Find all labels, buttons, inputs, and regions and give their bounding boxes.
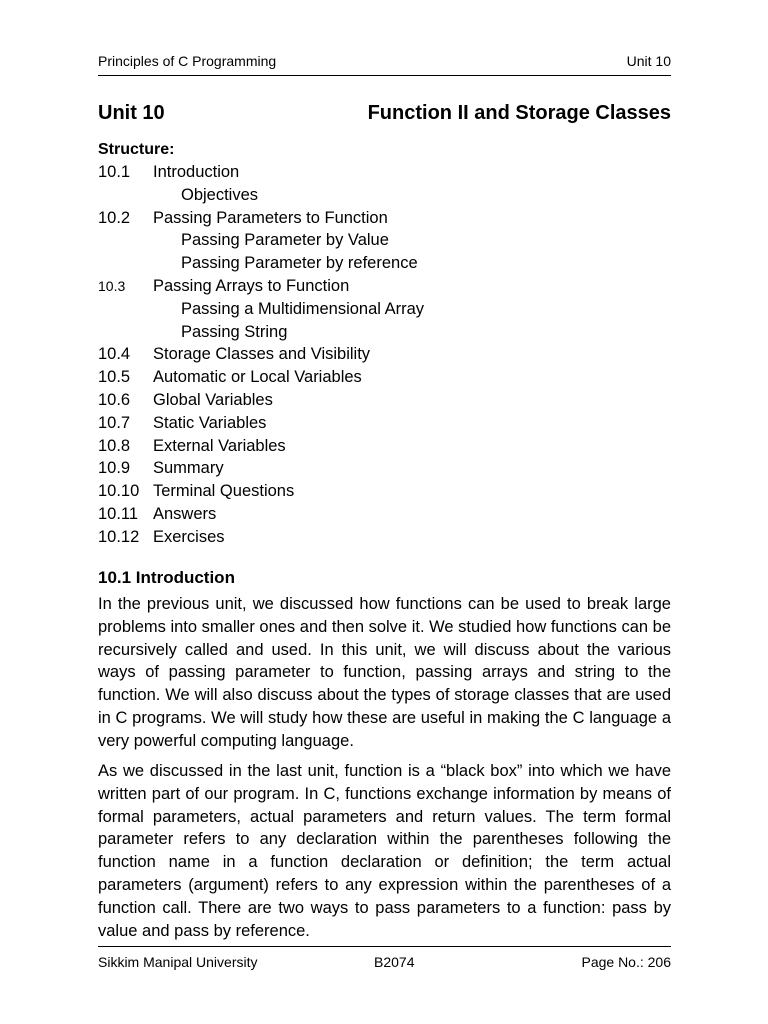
unit-title: Function II and Storage Classes	[367, 102, 671, 124]
toc-item-title: External Variables	[153, 436, 286, 455]
toc-item	[98, 503, 671, 526]
toc-item-title: Static Variables	[153, 413, 267, 432]
toc-subitem	[98, 321, 671, 344]
section-heading-introduction: 10.1 Introduction	[98, 568, 235, 587]
structure-list	[98, 161, 671, 549]
toc-item-number: 10.7	[98, 413, 131, 432]
toc-item-title: Passing String	[181, 322, 288, 341]
toc-item-number: 10.3	[98, 277, 126, 294]
toc-item-title: Passing Parameter by Value	[181, 231, 389, 250]
toc-item	[98, 207, 671, 230]
toc-item-title: Passing Arrays to Function	[153, 276, 350, 295]
toc-item	[98, 275, 671, 298]
toc-subitem	[98, 229, 671, 252]
footer-divider	[98, 946, 671, 947]
running-footer	[98, 954, 671, 972]
toc-item-title: Exercises	[153, 527, 225, 546]
footer-university: Sikkim Manipal University	[98, 954, 258, 970]
toc-item-title: Summary	[153, 459, 224, 478]
intro-paragraph-1: In the previous unit, we discussed how functions can be used to break large problems into smaller ones and then solve it. We studied how functions can be recursively called and used. In this unit, we will discuss about the various ways of passing parameter to function, passing arrays and string to the function. We will also discuss about the types of storage classes that are used in C programs. We will study how these are useful in making the C language a very powerful computing language.	[98, 595, 671, 750]
toc-item-number: 10.2	[98, 208, 131, 227]
toc-item-number: 10.1	[98, 163, 131, 181]
toc-item	[98, 526, 671, 549]
toc-subitem	[98, 184, 671, 207]
toc-item-title: Passing a Multidimensional Array	[181, 299, 425, 318]
toc-item-title: Global Variables	[153, 390, 273, 409]
toc-item-number: 10.10	[98, 482, 140, 501]
unit-heading	[98, 102, 671, 128]
toc-item-title: Passing Parameter by reference	[181, 254, 418, 273]
toc-item-title: Automatic or Local Variables	[153, 368, 362, 387]
header-unit-label: Unit 10	[626, 53, 671, 69]
toc-item-number: 10.12	[98, 527, 140, 546]
header-book-title: Principles of C Programming	[98, 53, 277, 69]
toc-item-number: 10.11	[98, 504, 139, 523]
toc-item-title: Terminal Questions	[153, 482, 295, 501]
toc-item-number: 10.5	[98, 368, 131, 387]
running-header	[98, 53, 671, 71]
footer-page-number: Page No.: 206	[581, 954, 671, 970]
toc-item-number: 10.9	[98, 459, 131, 478]
toc-subitem	[98, 252, 671, 275]
intro-paragraph-2: As we discussed in the last unit, function is a “black box” into which we have written part of our program. In C, functions exchange information by means of formal parameters, actual parameters and return values. The term formal parameter refers to any declaration within the parentheses following the function name in a function declaration or definition; the term actual parameters (argument) refers to any expression within the parentheses of a function call. There are two ways to pass parameters to a function: pass by value and pass by reference.	[98, 762, 671, 940]
toc-item	[98, 435, 671, 458]
toc-item-title: Answers	[153, 504, 217, 523]
toc-item	[98, 457, 671, 480]
toc-item-title: Objectives	[181, 185, 259, 204]
structure-label: Structure:	[98, 141, 175, 158]
toc-item-title: Introduction	[153, 163, 240, 181]
header-divider	[98, 75, 671, 76]
footer-course-code: B2074	[374, 954, 415, 970]
toc-item	[98, 366, 671, 389]
document-page	[98, 0, 671, 1024]
toc-item-number: 10.6	[98, 390, 131, 409]
unit-number: Unit 10	[98, 102, 165, 124]
toc-item-number: 10.4	[98, 345, 131, 364]
toc-item	[98, 480, 671, 503]
toc-item	[98, 389, 671, 412]
toc-item	[98, 161, 671, 184]
toc-item	[98, 343, 671, 366]
toc-item-title: Storage Classes and Visibility	[153, 345, 371, 364]
toc-subitem	[98, 298, 671, 321]
toc-item-number: 10.8	[98, 436, 131, 455]
toc-item-title: Passing Parameters to Function	[153, 208, 388, 227]
toc-item	[98, 412, 671, 435]
